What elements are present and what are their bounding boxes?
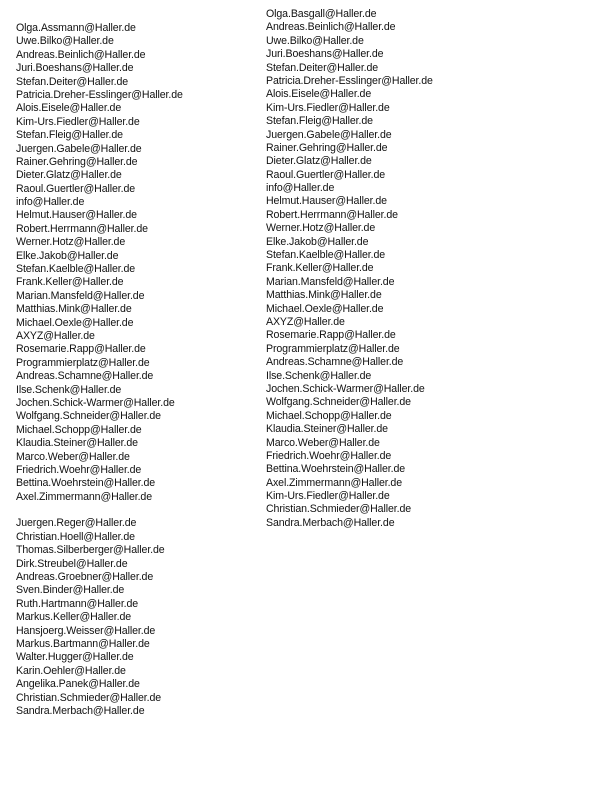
email-address: Stefan.Kaelble@Haller.de	[266, 249, 386, 262]
email-address: Helmut.Hauser@Haller.de	[16, 209, 137, 222]
email-address: Rainer.Gehring@Haller.de	[266, 141, 388, 154]
email-address: Dieter.Glatz@Haller.de	[266, 155, 372, 168]
email-address: AXYZ@Haller.de	[16, 329, 95, 342]
email-address: Andreas.Groebner@Haller.de	[16, 571, 154, 584]
left-email-column	[16, 22, 183, 718]
email-address: Raoul.Guertler@Haller.de	[266, 168, 386, 181]
email-address: Markus.Bartmann@Haller.de	[16, 637, 150, 650]
email-address: Friedrich.Woehr@Haller.de	[266, 449, 392, 462]
email-address: Dieter.Glatz@Haller.de	[16, 169, 122, 182]
email-address: Elke.Jakob@Haller.de	[16, 249, 119, 262]
email-address: AXYZ@Haller.de	[266, 315, 345, 328]
group-spacer	[16, 504, 183, 517]
email-address: Klaudia.Steiner@Haller.de	[266, 423, 388, 436]
email-address: info@Haller.de	[266, 182, 335, 195]
email-address: Werner.Hotz@Haller.de	[16, 236, 126, 249]
email-address: Olga.Basgall@Haller.de	[266, 8, 377, 20]
email-address: Programmierplatz@Haller.de	[266, 342, 400, 355]
email-address: Sven.Binder@Haller.de	[16, 584, 125, 597]
email-address: Karin.Oehler@Haller.de	[16, 664, 126, 677]
email-address: Stefan.Kaelble@Haller.de	[16, 263, 136, 276]
email-address: Rosemarie.Rapp@Haller.de	[16, 343, 146, 356]
email-address: Ilse.Schenk@Haller.de	[16, 383, 122, 396]
email-address: Programmierplatz@Haller.de	[16, 356, 150, 369]
email-address: Juergen.Reger@Haller.de	[16, 517, 137, 530]
email-address: Patricia.Dreher-Esslinger@Haller.de	[16, 88, 183, 101]
email-address: Frank.Keller@Haller.de	[16, 276, 124, 289]
email-address: Raoul.Guertler@Haller.de	[16, 182, 136, 195]
email-address: Markus.Keller@Haller.de	[16, 611, 132, 624]
email-address: Jochen.Schick-Warmer@Haller.de	[266, 382, 425, 395]
email-address: Jochen.Schick-Warmer@Haller.de	[16, 396, 175, 409]
email-address: Andreas.Beinlich@Haller.de	[266, 21, 396, 34]
email-address: Christian.Hoell@Haller.de	[16, 530, 135, 543]
email-address: Christian.Schmieder@Haller.de	[266, 503, 412, 516]
email-address: Matthias.Mink@Haller.de	[266, 289, 382, 302]
email-address: Bettina.Woehrstein@Haller.de	[16, 477, 156, 490]
email-address: Juergen.Gabele@Haller.de	[266, 128, 392, 141]
email-address: Juri.Boeshans@Haller.de	[266, 48, 384, 61]
email-address: Marco.Weber@Haller.de	[266, 436, 380, 449]
email-address: Thomas.Silberberger@Haller.de	[16, 544, 165, 557]
email-address: Rosemarie.Rapp@Haller.de	[266, 329, 396, 342]
right-email-column	[266, 8, 433, 530]
email-address: Rainer.Gehring@Haller.de	[16, 155, 138, 168]
email-address: Marian.Mansfeld@Haller.de	[16, 289, 145, 302]
email-address: Alois.Eisele@Haller.de	[266, 88, 372, 101]
email-address: Robert.Herrmann@Haller.de	[266, 208, 398, 221]
email-address: Sandra.Merbach@Haller.de	[266, 516, 395, 529]
email-address: Ilse.Schenk@Haller.de	[266, 369, 372, 382]
email-address: Andreas.Schamne@Haller.de	[266, 356, 404, 369]
email-address: Helmut.Hauser@Haller.de	[266, 195, 387, 208]
email-address: Sandra.Merbach@Haller.de	[16, 704, 145, 717]
email-address: Michael.Schopp@Haller.de	[266, 409, 392, 422]
email-address: Marco.Weber@Haller.de	[16, 450, 130, 463]
email-address: Robert.Herrmann@Haller.de	[16, 222, 148, 235]
email-address: Patricia.Dreher-Esslinger@Haller.de	[266, 74, 433, 87]
email-address: Michael.Schopp@Haller.de	[16, 423, 142, 436]
email-address: Marian.Mansfeld@Haller.de	[266, 275, 395, 288]
email-address: Friedrich.Woehr@Haller.de	[16, 463, 142, 476]
email-address: Uwe.Bilko@Haller.de	[266, 34, 364, 47]
email-address: Stefan.Deiter@Haller.de	[266, 61, 379, 74]
email-address: Juergen.Gabele@Haller.de	[16, 142, 142, 155]
email-address: Andreas.Beinlich@Haller.de	[16, 48, 146, 61]
email-address: Juri.Boeshans@Haller.de	[16, 62, 134, 75]
email-address: Matthias.Mink@Haller.de	[16, 303, 132, 316]
email-address: Bettina.Woehrstein@Haller.de	[266, 463, 406, 476]
email-address: Alois.Eisele@Haller.de	[16, 102, 122, 115]
email-address: Stefan.Deiter@Haller.de	[16, 75, 129, 88]
email-address: Axel.Zimmermann@Haller.de	[16, 490, 153, 503]
email-address: Michael.Oexle@Haller.de	[266, 302, 384, 315]
email-address: Kim-Urs.Fiedler@Haller.de	[266, 101, 390, 114]
email-address: info@Haller.de	[16, 196, 85, 209]
email-address: Christian.Schmieder@Haller.de	[16, 691, 162, 704]
email-address: Frank.Keller@Haller.de	[266, 262, 374, 275]
email-address: Axel.Zimmermann@Haller.de	[266, 476, 403, 489]
email-address: Werner.Hotz@Haller.de	[266, 222, 376, 235]
email-address: Angelika.Panek@Haller.de	[16, 678, 140, 691]
email-address: Elke.Jakob@Haller.de	[266, 235, 369, 248]
email-address: Dirk.Streubel@Haller.de	[16, 557, 128, 570]
email-address: Uwe.Bilko@Haller.de	[16, 35, 114, 48]
email-address: Hansjoerg.Weisser@Haller.de	[16, 624, 156, 637]
email-address: Stefan.Fleig@Haller.de	[16, 129, 123, 142]
email-address: Stefan.Fleig@Haller.de	[266, 115, 373, 128]
email-address: Klaudia.Steiner@Haller.de	[16, 437, 138, 450]
email-address: Walter.Hugger@Haller.de	[16, 651, 134, 664]
email-address: Andreas.Schamne@Haller.de	[16, 370, 154, 383]
email-address: Wolfgang.Schneider@Haller.de	[266, 396, 411, 409]
email-address: Michael.Oexle@Haller.de	[16, 316, 134, 329]
email-address: Kim-Urs.Fiedler@Haller.de	[266, 490, 390, 503]
email-address: Ruth.Hartmann@Haller.de	[16, 597, 139, 610]
email-address: Olga.Assmann@Haller.de	[16, 22, 136, 34]
email-address: Wolfgang.Schneider@Haller.de	[16, 410, 161, 423]
email-address: Kim-Urs.Fiedler@Haller.de	[16, 115, 140, 128]
